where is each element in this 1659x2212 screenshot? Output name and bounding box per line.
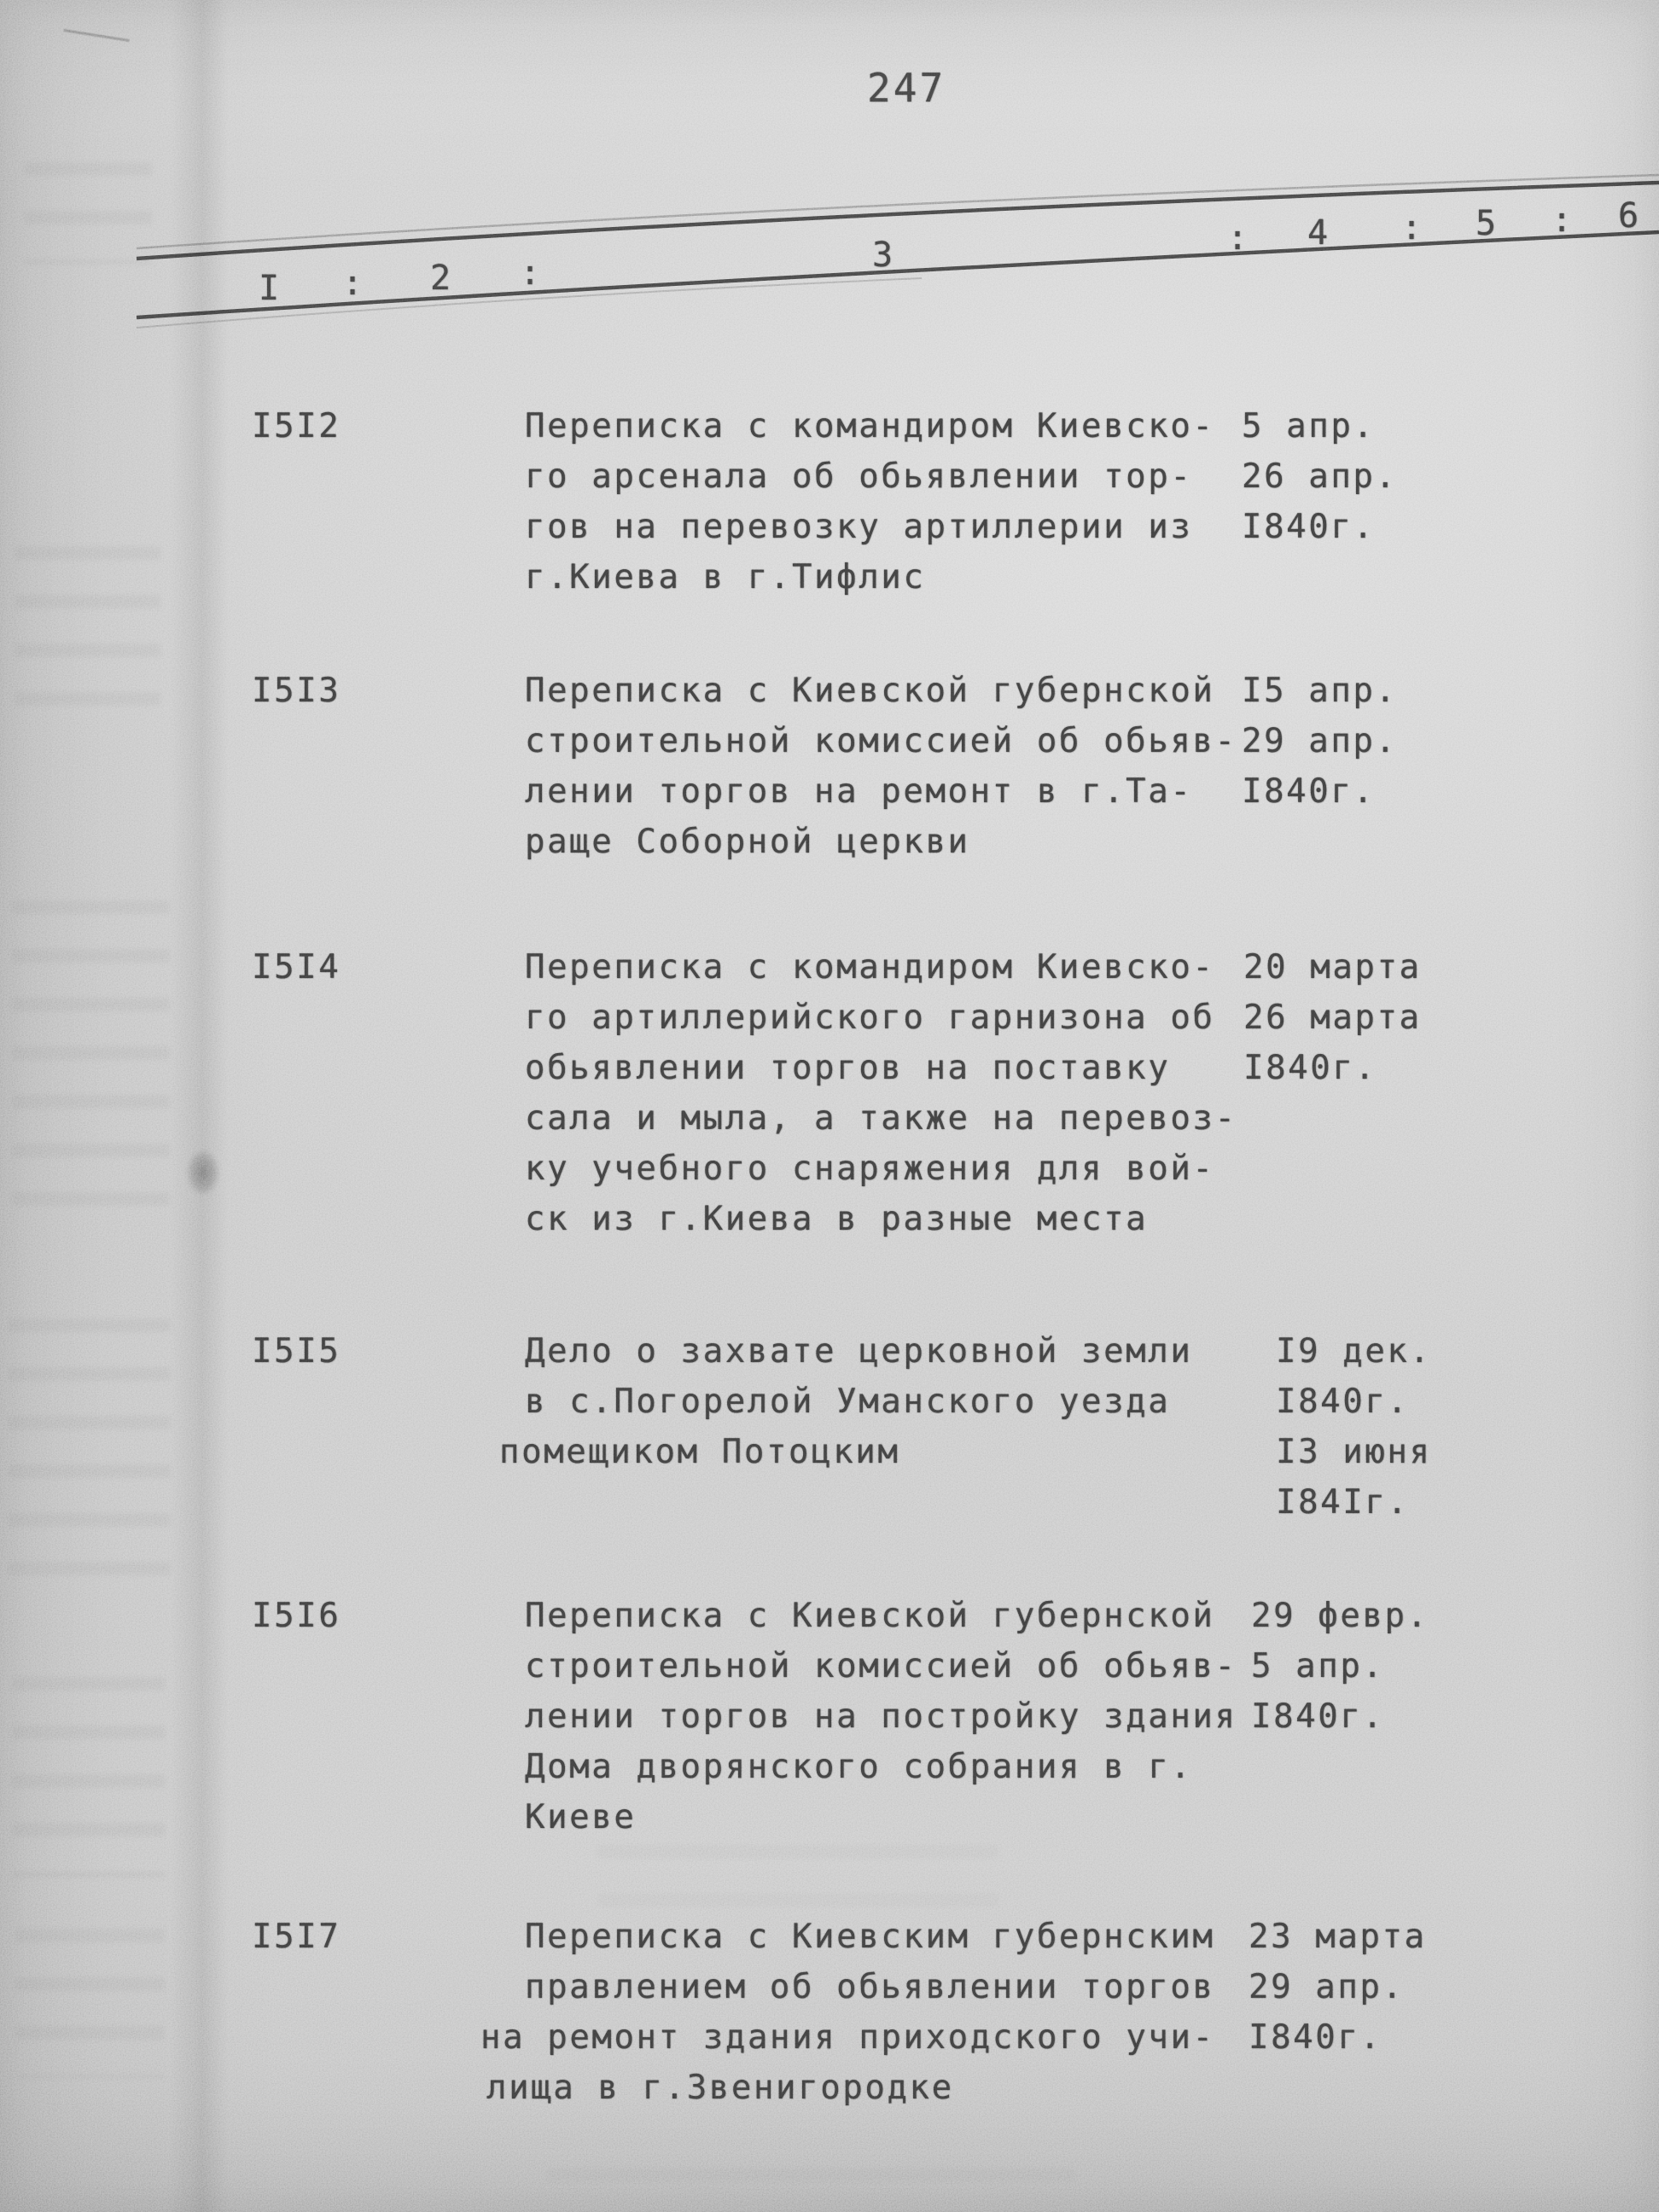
date-line: 5 апр. xyxy=(1242,407,1376,445)
table-header-cell: 5 xyxy=(1476,204,1497,243)
case-number: I5I3 xyxy=(252,672,341,710)
date-line: I84Iг. xyxy=(1276,1483,1410,1522)
description-line: Переписка с Киевским губернским xyxy=(525,1918,1215,1956)
date-line: I840г. xyxy=(1251,1697,1385,1736)
case-description xyxy=(499,1326,1293,1477)
description-line: строительной комиссией об обьяв- xyxy=(525,1647,1237,1685)
description-line: Дома дворянского собрания в г. xyxy=(525,1748,1193,1786)
table-header-cell: : xyxy=(1401,208,1423,247)
table-header-cell: : xyxy=(1551,201,1573,240)
date-line: I3 июня xyxy=(1276,1433,1432,1471)
case-dates xyxy=(1242,666,1398,817)
case-number: I5I4 xyxy=(252,948,341,987)
page-number: 247 xyxy=(867,65,946,111)
table-header-cell: : xyxy=(520,253,541,293)
description-line: сала и мыла, а также на перевоз- xyxy=(525,1099,1237,1138)
description-line: Переписка с командиром Киевско- xyxy=(525,407,1215,445)
date-line: I840г. xyxy=(1276,1382,1410,1421)
date-line: I840г. xyxy=(1243,1049,1377,1087)
description-line: лении торгов на постройку здания xyxy=(525,1697,1237,1736)
case-dates xyxy=(1276,1326,1432,1528)
table-header-cell: 6 xyxy=(1618,196,1639,236)
case-number: I5I7 xyxy=(252,1918,341,1956)
case-description xyxy=(525,1591,1293,1842)
date-line: 29 апр. xyxy=(1242,722,1398,760)
case-number: I5I5 xyxy=(252,1332,341,1371)
date-line: 20 марта xyxy=(1243,948,1422,987)
date-line: 29 февр. xyxy=(1251,1597,1429,1635)
description-line: раще Соборной церкви xyxy=(525,823,970,861)
description-line: го арсенала об обьявлении тор- xyxy=(525,457,1193,496)
table-header-cell: 3 xyxy=(872,236,894,275)
case-number: I5I6 xyxy=(252,1597,341,1635)
description-line: ск из г.Киева в разные места xyxy=(525,1200,1149,1238)
date-line: I840г. xyxy=(1249,2018,1382,2057)
description-line: Переписка с Киевской губернской xyxy=(525,672,1215,710)
table-header-cell: I xyxy=(259,269,280,308)
case-description xyxy=(480,1912,1293,2113)
date-line: 29 апр. xyxy=(1249,1968,1405,2006)
description-line: лении торгов на ремонт в г.Та- xyxy=(525,772,1193,811)
description-line: строительной комиссией об обьяв- xyxy=(525,722,1237,760)
date-line: 26 апр. xyxy=(1242,457,1398,496)
table-header-cell: : xyxy=(1227,218,1249,258)
table-header-cell: : xyxy=(342,264,364,303)
description-line: Дело о захвате церковной земли xyxy=(525,1332,1193,1371)
date-line: I5 апр. xyxy=(1242,672,1398,710)
date-line: 5 апр. xyxy=(1251,1647,1385,1685)
description-line: г.Киева в г.Тифлис xyxy=(525,558,926,597)
description-line: помещиком Потоцким xyxy=(499,1433,900,1471)
description-line: на ремонт здания приходского учи- xyxy=(480,2018,1215,2057)
date-line: I9 дек. xyxy=(1276,1332,1432,1371)
case-dates xyxy=(1243,942,1422,1093)
case-description xyxy=(525,942,1293,1244)
date-line: 23 марта xyxy=(1249,1918,1427,1956)
description-line: Переписка с командиром Киевско- xyxy=(525,948,1215,987)
date-line: I840г. xyxy=(1242,772,1376,811)
description-line: обьявлении торгов на поставку xyxy=(525,1049,1171,1087)
table-header-cell: 2 xyxy=(430,259,451,298)
description-line: ку учебного снаряжения для вой- xyxy=(525,1150,1215,1188)
table-header-cell: 4 xyxy=(1307,213,1329,253)
date-line: 26 марта xyxy=(1243,998,1422,1037)
date-line: I840г. xyxy=(1242,508,1376,546)
case-description xyxy=(525,666,1293,867)
case-dates xyxy=(1242,401,1398,552)
description-line: в с.Погорелой Уманского уезда xyxy=(525,1382,1171,1421)
description-line: гов на перевозку артиллерии из xyxy=(525,508,1193,546)
case-number: I5I2 xyxy=(252,407,341,445)
description-line: правлением об обьявлении торгов xyxy=(525,1968,1215,2006)
description-line: лища в г.Звенигородке xyxy=(486,2069,954,2107)
description-line: Киеве xyxy=(525,1798,637,1837)
description-line: Переписка с Киевской губернской xyxy=(525,1597,1215,1635)
case-dates xyxy=(1249,1912,1427,2063)
case-dates xyxy=(1251,1591,1429,1742)
case-description xyxy=(525,401,1293,602)
description-line: го артиллерийского гарнизона об xyxy=(525,998,1215,1037)
